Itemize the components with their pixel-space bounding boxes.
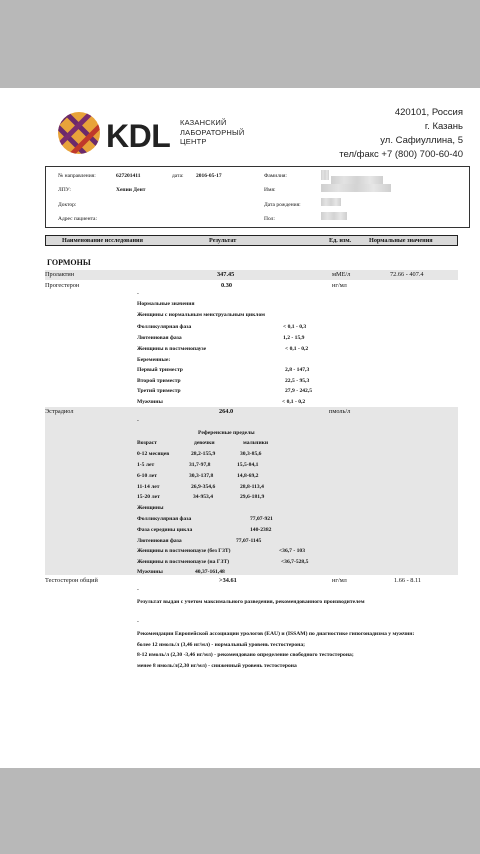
reference-label: Лютеиновая фаза — [137, 335, 182, 341]
reference-value: <36,7-528,5 — [281, 559, 309, 565]
lpu-value: Хепии Дент — [116, 187, 146, 193]
col-unit: Ед. изм. — [329, 237, 352, 244]
reference-value: 77,07-1145 — [236, 538, 262, 544]
women-label: Женщины — [137, 505, 164, 511]
test-norm: 72.66 - 407.4 — [390, 271, 424, 278]
date-label: дата: — [172, 173, 184, 179]
table-row — [45, 281, 458, 291]
reference-value: < 0,1 - 0,2 — [285, 346, 309, 352]
reference-label: Женщины в постменопаузе — [137, 346, 207, 352]
comment-dash: - — [137, 619, 139, 625]
boys-value: 15,5-84,1 — [237, 462, 259, 468]
test-unit: нг/мл — [332, 577, 347, 584]
test-name: Прогестерон — [45, 282, 80, 289]
reference-label: Мужчины — [137, 569, 163, 575]
boys-value: 29,6-181,9 — [240, 494, 265, 500]
age-label: 6-10 лет — [137, 473, 158, 479]
reference-label: Лютеиновая фаза — [137, 538, 182, 544]
age-column-header: Возраст — [137, 440, 157, 446]
age-label: 11-14 лет — [137, 484, 160, 490]
birthdate-label: Дата рождения: — [264, 202, 301, 208]
dilution-note: Результат выдан с учетом максимального разведения, рекомендованного производителем — [137, 599, 365, 605]
reference-value: < 0,1 - 0,3 — [283, 324, 307, 330]
lab-report-page — [0, 88, 480, 768]
referral-label: № направления: — [58, 173, 96, 179]
recommendation-title: Рекомендации Европейской ассоциации урологов (EAU) и (ISSAM) по диагностике гипогонадизма у мужчин: — [137, 631, 415, 637]
reference-value: 1,2 - 15,9 — [283, 335, 305, 341]
reference-label: Беременные: — [137, 357, 171, 363]
reference-value: 40,37-161,48 — [195, 569, 225, 575]
reference-label: Первый триместр — [137, 367, 183, 373]
reference-title: Референсные пределы — [198, 430, 255, 436]
logo-subtitle: КАЗАНСКИЙ ЛАБОРАТОРНЫЙ ЦЕНТР — [180, 118, 245, 146]
eau-recommendations — [137, 629, 427, 671]
girls-value: 34-953,4 — [193, 494, 214, 500]
test-result: 264.0 — [219, 408, 234, 415]
table-row — [45, 270, 458, 280]
boys-column-header: мальчики — [243, 440, 269, 446]
doctor-label: Доктор: — [58, 202, 77, 208]
test-name: Пролактин — [45, 271, 75, 278]
reference-value: 22,5 - 95,3 — [285, 378, 310, 384]
test-result: >34.61 — [219, 577, 237, 584]
girls-value: 30,3-137,8 — [189, 473, 214, 479]
test-unit: мМЕ/л — [332, 271, 351, 278]
girls-column-header: девочки — [194, 440, 215, 446]
sex-label: Пол: — [264, 216, 275, 222]
redacted-surname-2 — [331, 176, 383, 184]
reference-title: Нормальные значения — [137, 301, 195, 307]
boys-value: 14,8-69,2 — [237, 473, 259, 479]
girls-value: 28,2-155,9 — [191, 451, 216, 457]
logo-wordmark: KDL — [106, 118, 171, 154]
date-value: 2016-05-17 — [196, 173, 222, 179]
surname-label: Фамилия: — [264, 173, 287, 179]
reference-value: 2,8 - 147,3 — [285, 367, 310, 373]
boys-value: 28,8-113,4 — [240, 484, 264, 490]
reference-subtitle: Женщины с нормальным менструальным циклом — [137, 312, 265, 318]
lab-address: 420101, Россия г. Казань ул. Сафиуллина, 5 тел/факс +7 (800) 700-60-40 — [339, 107, 463, 160]
reference-label: Фолликулярная фаза — [137, 324, 192, 330]
redacted-name — [321, 184, 391, 192]
reference-label: Женщины в постменопаузе (без ГЗТ) — [137, 548, 231, 554]
section-title: ГОРМОНЫ — [47, 258, 91, 267]
reference-label: Женщины в постменопаузе (на ГЗТ) — [137, 559, 230, 565]
reference-label: Мужчины — [137, 399, 163, 405]
redacted-birthdate — [321, 198, 341, 206]
recommendation-line: более 12 нмоль/л (3,46 нг/мл) - нормальный уровень тестостерона; — [137, 641, 306, 648]
recommendation-line: менее 8 нмоль/л(2,30 нг/мл) - сниженный уровень тестостерона — [137, 662, 297, 669]
col-test-name: Наименование исследования — [62, 237, 143, 244]
test-norm: 1.66 - 8.11 — [394, 577, 422, 584]
age-label: 1-5 лет — [137, 462, 155, 468]
col-norm: Нормальные значения — [369, 237, 433, 244]
lpu-label: ЛПУ: — [58, 187, 71, 193]
reference-label: Фаза середины цикла — [137, 527, 193, 533]
redacted-surname — [321, 170, 329, 180]
reference-label: Второй триместр — [137, 378, 181, 384]
comment-dash: - — [137, 291, 139, 297]
test-result: 347.45 — [217, 271, 235, 278]
reference-value: <36,7 - 103 — [279, 548, 306, 554]
reference-value: 27,9 - 242,5 — [285, 388, 313, 394]
col-result: Результат — [209, 237, 237, 244]
test-name: Тестостерон общий — [45, 577, 98, 584]
reference-label: Фолликулярная фаза — [137, 516, 192, 522]
results-table-header — [45, 235, 458, 246]
test-unit: пмоль/л — [329, 408, 351, 415]
girls-value: 31,7-97,8 — [189, 462, 211, 468]
test-name: Эстрадиол — [45, 408, 74, 415]
comment-dash: - — [137, 418, 139, 424]
test-unit: нг/мл — [332, 282, 347, 289]
kdl-logo — [56, 104, 245, 164]
reference-value: 77,07-921 — [250, 516, 273, 522]
boys-value: 30,3-85,6 — [240, 451, 262, 457]
comment-dash: - — [137, 587, 139, 593]
table-row — [45, 576, 458, 586]
age-label: 15-20 лет — [137, 494, 160, 500]
recommendation-line: 8-12 нмоль/л (2,30 -3,46 нг/мл) - рекомендовано определение свободного тестостерона; — [137, 652, 354, 658]
name-label: Имя: — [264, 187, 276, 193]
reference-value: < 0,1 - 0,2 — [282, 399, 306, 405]
patient-address-label: Адрес пациента: — [58, 216, 98, 222]
referral-value: 627201411 — [116, 173, 141, 179]
kdl-logo-mark-icon — [56, 110, 102, 156]
reference-value: 140-2382 — [250, 527, 272, 533]
age-label: 0-12 месяцев — [137, 451, 170, 457]
test-result: 0.30 — [221, 282, 233, 289]
patient-info-box — [45, 166, 470, 228]
redacted-sex — [321, 212, 347, 220]
girls-value: 26,9-354,6 — [191, 484, 216, 490]
reference-label: Третий триместр — [137, 388, 181, 394]
